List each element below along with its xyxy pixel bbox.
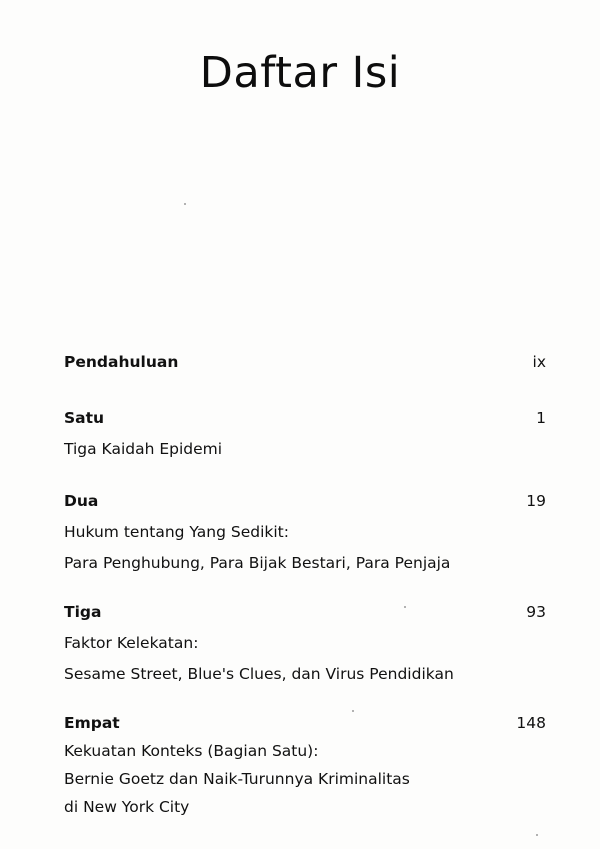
- chapter-title: Satu: [64, 409, 105, 427]
- toc-entry-pendahuluan: [64, 350, 546, 374]
- page-number: 148: [516, 714, 546, 732]
- toc-entry-satu: [64, 406, 546, 461]
- toc-entry-header: [64, 406, 546, 430]
- page-number: 93: [526, 603, 546, 621]
- chapter-subtitle: di New York City: [64, 798, 190, 816]
- toc-entry-tiga: [64, 600, 546, 686]
- chapter-subtitle: Tiga Kaidah Epidemi: [64, 440, 223, 458]
- toc-entry-header: [64, 350, 546, 374]
- toc-entry-header: [64, 489, 546, 513]
- page-title: Daftar Isi: [199, 48, 401, 98]
- toc-entry-header: [64, 600, 546, 624]
- chapter-title: Empat: [64, 714, 120, 732]
- scan-speck: [536, 834, 538, 836]
- chapter-subtitle: Para Penghubung, Para Bijak Bestari, Para Penjaja: [64, 554, 451, 572]
- page-number: 1: [536, 409, 546, 427]
- chapter-title: Tiga: [64, 603, 102, 621]
- scan-speck: [404, 606, 406, 608]
- scan-speck: [184, 203, 186, 205]
- chapter-title: Pendahuluan: [64, 353, 179, 371]
- chapter-subtitle: Bernie Goetz dan Naik-Turunnya Kriminalitas: [64, 770, 410, 788]
- toc-entry-dua: [64, 489, 546, 575]
- scan-speck: [352, 710, 354, 712]
- chapter-subtitle: Faktor Kelekatan:: [64, 634, 199, 652]
- chapter-subtitle: Sesame Street, Blue's Clues, dan Virus Pendidikan: [64, 665, 454, 683]
- toc-entry-empat: [64, 711, 546, 819]
- page-number: 19: [526, 492, 546, 510]
- page-number: ix: [532, 353, 546, 371]
- chapter-subtitle: Hukum tentang Yang Sedikit:: [64, 523, 289, 541]
- toc-entry-header: [64, 711, 546, 735]
- chapter-title: Dua: [64, 492, 99, 510]
- chapter-subtitle: Kekuatan Konteks (Bagian Satu):: [64, 742, 319, 760]
